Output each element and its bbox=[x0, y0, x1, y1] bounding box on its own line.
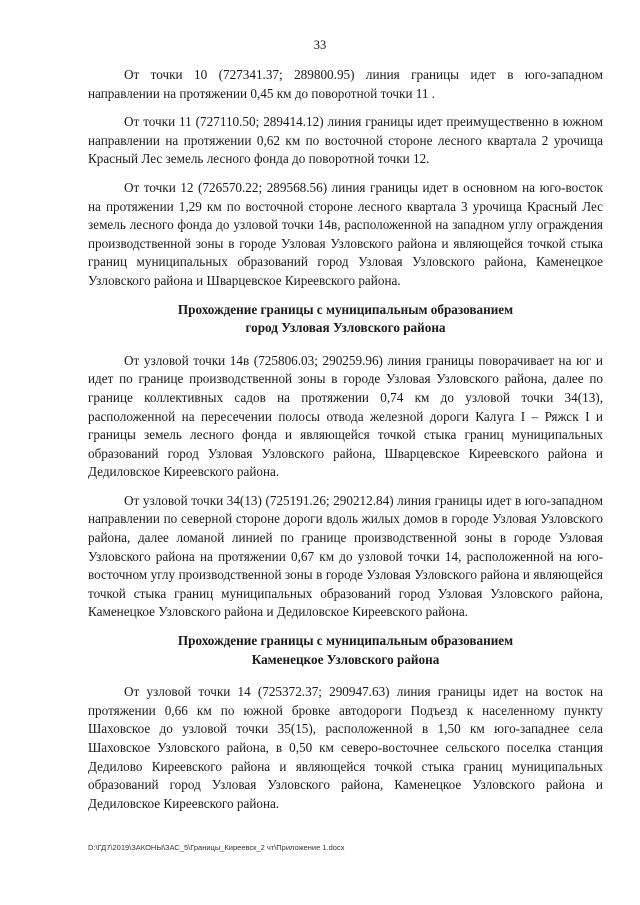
section-heading-line: город Узловая Узловского района bbox=[245, 320, 446, 336]
paragraph-point-10: От точки 10 (727341.37; 289800.95) линия границы идет в юго-западном направлении на протяжении 0,45 км до поворотной точки 11 . bbox=[88, 67, 603, 101]
paragraph-node-14v: От узловой точки 14в (725806.03; 290259.96) линия границы поворачивает на юг и идет по границе производственной зоны в городе Узловая Узловского района, далее по границе коллективных садов на протяжении 0,74 км до узловой точки 34(13), расположенной на пересечении полосы отвода железной дороги Калуга I – Ряжск I и границы земель лесного фонда и являющейся точкой стыка границ муниципальных образований город Узловая Узловского района, Шварцевское Киреевского района и Дедиловское Киреевского района. bbox=[88, 352, 603, 480]
section-heading-line: Прохождение границы с муниципальным образованием bbox=[177, 301, 514, 317]
page-number: 33 bbox=[313, 38, 327, 52]
document-body bbox=[88, 66, 603, 823]
section-heading-kamenetskoe bbox=[88, 632, 603, 669]
footer-file-path: D:\ГД7\2019\ЗАКОНЫ\ЗАС_5\Границы_Киреевск_2 чт\Приложение 1.docx bbox=[88, 843, 345, 852]
section-heading-uzlovaya bbox=[88, 301, 603, 338]
paragraph-node-34-13: От узловой точки 34(13) (725191.26; 290212.84) линия границы идет в юго-западном направлении по северной стороне дороги вдоль жилых домов в городе Узловая Узловского района, далее ломаной линией по границе производственной зоны в городе Узловая Узловского района на протяжении 0,67 км до узловой точки 14, расположенной на юго-восточном углу производственной зоны в городе Узловая Узловского района и являющейся точкой стыка границ муниципальных образований город Узловая Узловского района, Каменецкое Узловского района и Дедиловское Киреевского района. bbox=[88, 492, 603, 620]
paragraph-point-12: От точки 12 (726570.22; 289568.56) линия границы идет в основном на юго-восток на протяжении 1,29 км по восточной стороне лесного квартала 3 урочища Красный Лес земель лесного фонда до узловой точки 14в, расположенной на западном углу ограждения производственной зоны в городе Узловая Узловского района и являющейся точкой стыка границ муниципальных образований город Узловая Узловского района, Каменецкое Узловского района и Шварцевское Киреевского района. bbox=[88, 179, 603, 288]
paragraph-point-11: От точки 11 (727110.50; 289414.12) линия границы идет преимущественно в южном направлении на протяжении 0,62 км по восточной стороне лесного квартала 2 урочища Красный Лес земель лесного фонда до поворотной точки 12. bbox=[88, 114, 603, 167]
section-heading-line: Каменецкое Узловского района bbox=[251, 651, 440, 667]
section-heading-line: Прохождение границы с муниципальным образованием bbox=[177, 633, 514, 649]
paragraph-node-14: От узловой точки 14 (725372.37; 290947.63) линия границы идет на восток на протяжении 0,66 км по южной бровке автодороги Подъезд к населенному пункту Шаховское до узловой точки 35(15), расположенной в 1,50 км юго-западнее села Шаховское Узловского района, в 0,50 км северо-восточнее сельского поселка станция Дедилово Киреевского района и являющейся точкой стыка границ муниципальных образований город Узловая Узловского района, Каменецкое Узловского района и Дедиловское Киреевского района. bbox=[88, 684, 603, 811]
